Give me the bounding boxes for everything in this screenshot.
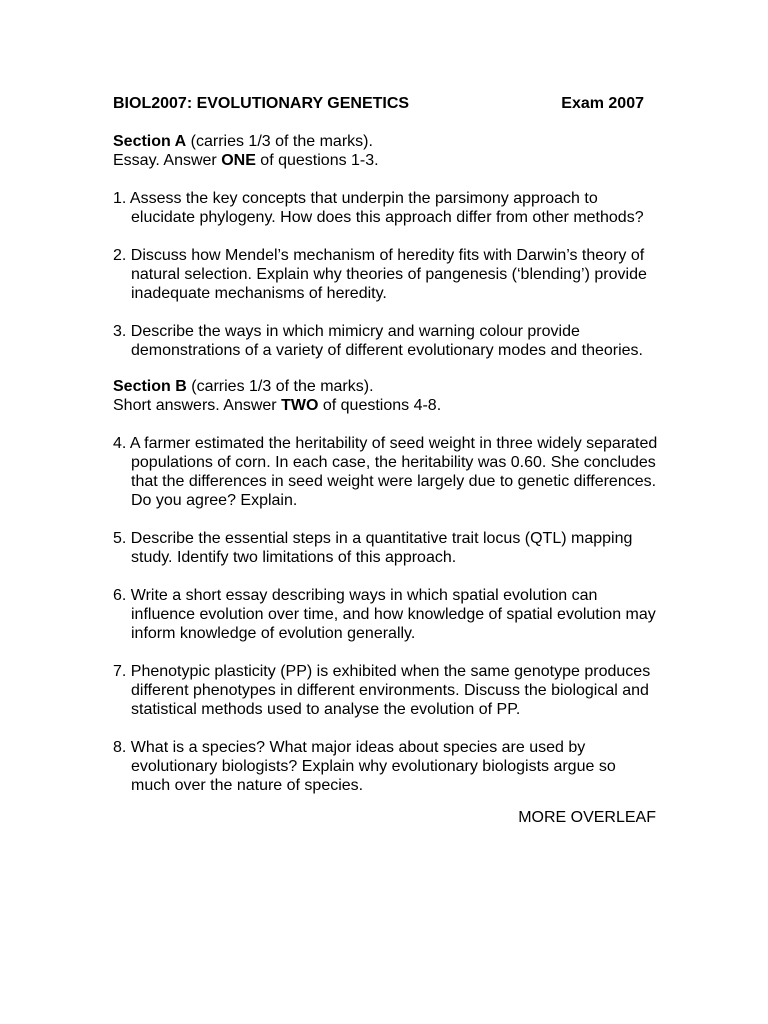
course-title: BIOL2007: EVOLUTIONARY GENETICS (113, 95, 410, 112)
section-b-instr-count: TWO (281, 397, 319, 414)
section-a-instr-pre: Essay. Answer (113, 152, 222, 169)
section-a-marks: (carries 1/3 of the marks). (186, 133, 373, 150)
exam-year: Exam 2007 (561, 95, 644, 112)
more-overleaf-note: MORE OVERLEAF (518, 809, 656, 826)
question-7: 7. Phenotypic plasticity (PP) is exhibited when the same genotype produces different phenotypes in different environments. Discuss the biological and statistical methods used to analyse the evolution of PP. (113, 663, 651, 718)
exam-header (113, 94, 644, 113)
question-6: 6. Write a short essay describing ways in which spatial evolution can influence evolution over time, and how knowledge of spatial evolution may inform knowledge of evolution generally. (113, 587, 656, 642)
question-1: 1. Assess the key concepts that underpin the parsimony approach to elucidate phylogeny. How does this approach differ from other methods? (113, 190, 644, 226)
section-b-instr-pre: Short answers. Answer (113, 397, 282, 414)
question-2: 2. Discuss how Mendel’s mechanism of heredity fits with Darwin’s theory of natural selection. Explain why theories of pangenesis (‘blending’) provide inadequate mechanisms of heredity. (113, 247, 647, 302)
section-a-instr-post: of questions 1-3. (255, 152, 379, 169)
section-b-instr-post: of questions 4-8. (318, 397, 442, 414)
exam-page (113, 94, 658, 827)
question-8: 8. What is a species? What major ideas about species are used by evolutionary biologists? Explain why evolutionary biologists argue so much over the nature of species. (113, 739, 616, 794)
section-b-heading (113, 377, 658, 415)
section-a-instr-count: ONE (221, 152, 256, 169)
section-b-label: Section B (113, 378, 187, 395)
section-b-marks: (carries 1/3 of the marks). (186, 378, 374, 395)
section-b-instruction (113, 396, 658, 415)
section-a-heading (113, 132, 658, 170)
section-a-label: Section A (113, 133, 187, 150)
question-5: 5. Describe the essential steps in a quantitative trait locus (QTL) mapping study. Identify two limitations of this approach. (113, 530, 633, 566)
section-a-instruction (113, 151, 658, 170)
question-3: 3. Describe the ways in which mimicry and warning colour provide demonstrations of a variety of different evolutionary modes and theories. (113, 323, 643, 359)
section-a-title-line (113, 132, 658, 151)
question-4: 4. A farmer estimated the heritability of seed weight in three widely separated populations of corn. In each case, the heritability was 0.60. She concludes that the differences in seed weight were largely due to genetic differences. Do you agree? Explain. (113, 435, 658, 509)
section-b-title-line (113, 377, 658, 396)
